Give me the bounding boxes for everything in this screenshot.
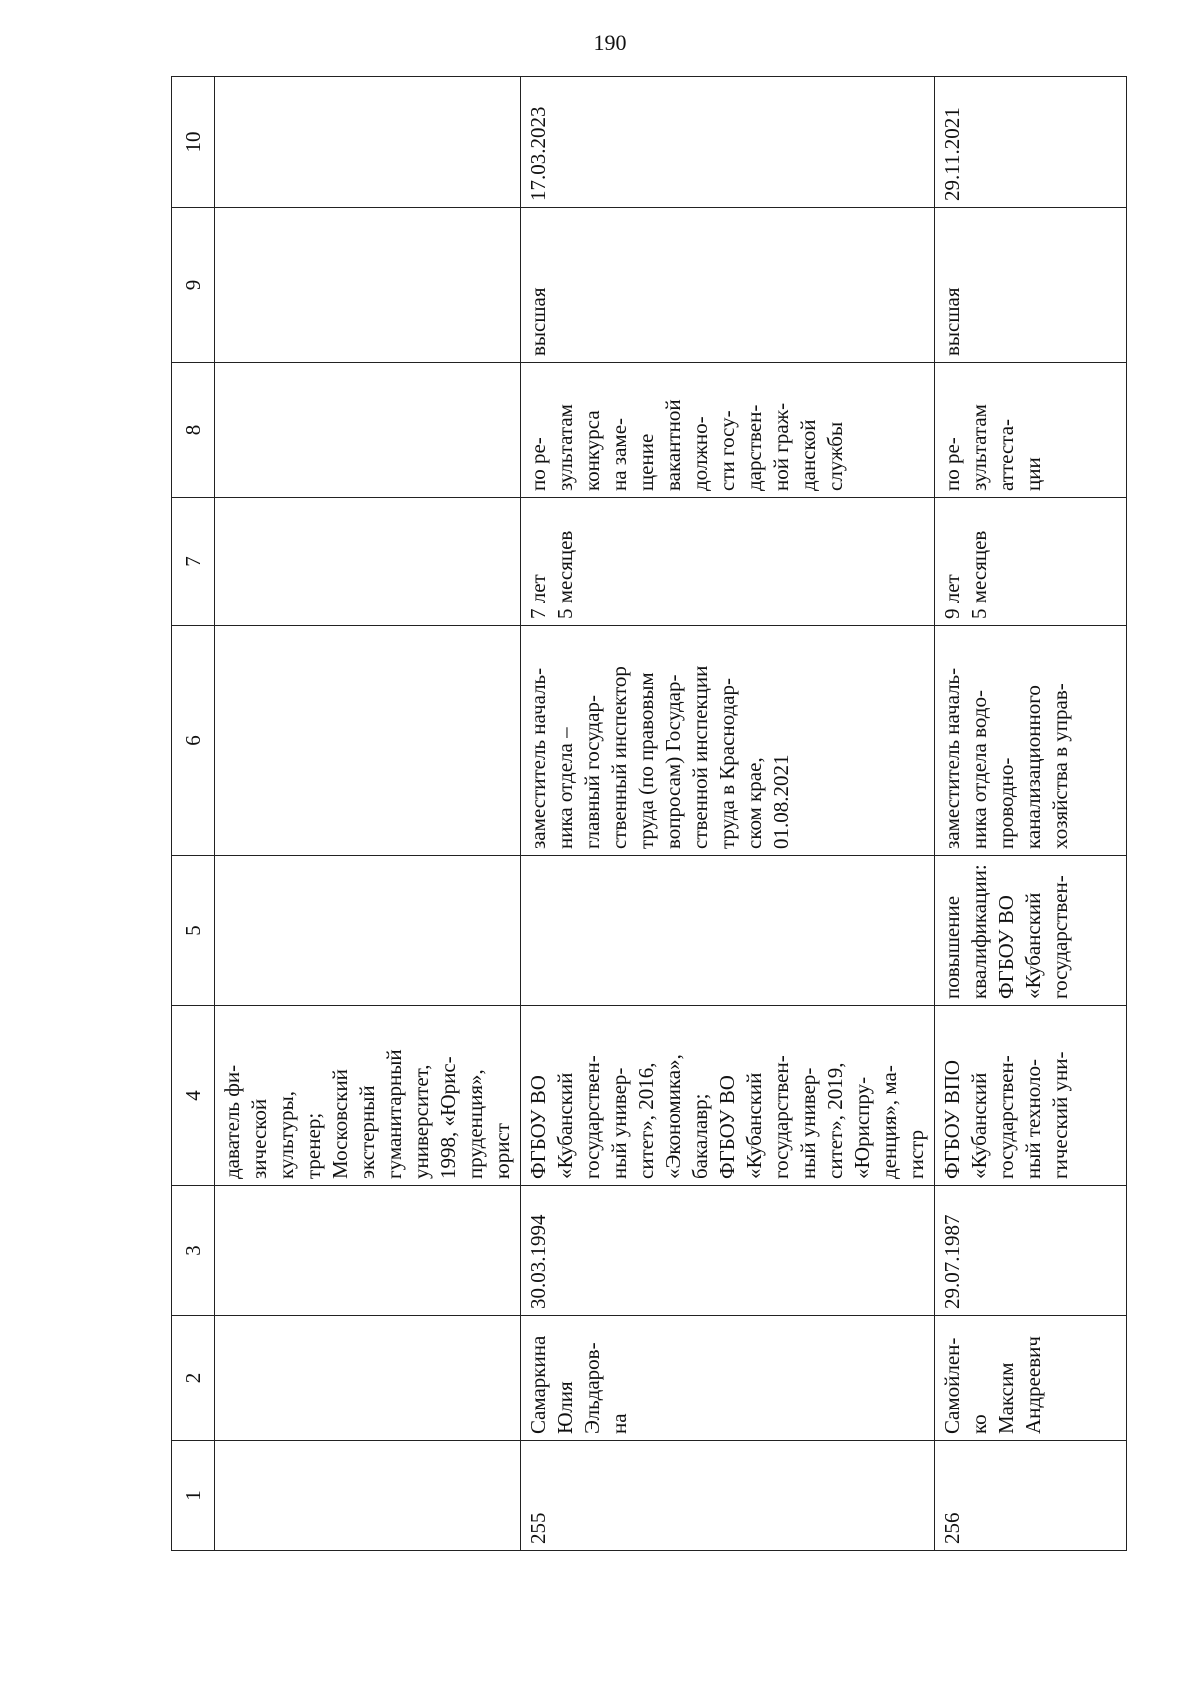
header-col-8: 8 (172, 363, 215, 498)
cell-education: ФГБОУ ВО «Кубанский государствен- ный универ- ситет», 2016, «Экономика», бакалавр; ФГБОУ ВО «Кубанский государствен- ный универ- ситет», 2019, «Юриспру- денция», ма- гистр (521, 1006, 935, 1186)
header-row (172, 77, 215, 1551)
cell-birthdate (215, 1186, 521, 1316)
cell-experience: 9 лет 5 месяцев (935, 498, 1127, 626)
cell-name: Самаркина Юлия Эльдаров- на (521, 1316, 935, 1441)
header-col-9: 9 (172, 208, 215, 363)
cell-date (215, 77, 521, 208)
cell-category (215, 208, 521, 363)
cell-education: ФГБОУ ВПО «Кубанский государствен- ный техноло- гический уни- (935, 1006, 1127, 1186)
cell-experience (215, 498, 521, 626)
personnel-table (171, 76, 1127, 1551)
cell-appointment-basis (215, 363, 521, 498)
cell-appointment-basis: по ре- зультатам конкурса на заме- щение вакантной должно- сти госу- дарствен- ной граж- данской службы (521, 363, 935, 498)
cell-position (215, 626, 521, 856)
cell-category: высшая (935, 208, 1127, 363)
cell-number: 255 (521, 1441, 935, 1551)
header-col-6: 6 (172, 626, 215, 856)
cell-category: высшая (521, 208, 935, 363)
cell-experience: 7 лет 5 месяцев (521, 498, 935, 626)
header-col-3: 3 (172, 1186, 215, 1316)
table-row-continuation (215, 77, 521, 1551)
cell-birthdate: 30.03.1994 (521, 1186, 935, 1316)
cell-name: Самойлен- ко Максим Андреевич (935, 1316, 1127, 1441)
page-number: 190 (593, 30, 627, 55)
table-row-255 (521, 77, 935, 1551)
cell-training (521, 856, 935, 1006)
rotated-table-container (171, 77, 1072, 1551)
header-col-10: 10 (172, 77, 215, 208)
table-row-256 (935, 77, 1127, 1551)
header-col-4: 4 (172, 1006, 215, 1186)
cell-birthdate: 29.07.1987 (935, 1186, 1127, 1316)
header-col-2: 2 (172, 1316, 215, 1441)
cell-position: заместитель началь- ника отдела – главный государ- ственный инспектор труда (по правовым вопросам) Государ- ственной инспекции труда в Краснодар- ском крае, 01.08.2021 (521, 626, 935, 856)
cell-number: 256 (935, 1441, 1127, 1551)
cell-appointment-basis: по ре- зультатам аттеста- ции (935, 363, 1127, 498)
header-col-5: 5 (172, 856, 215, 1006)
cell-number (215, 1441, 521, 1551)
header-col-1: 1 (172, 1441, 215, 1551)
cell-date: 17.03.2023 (521, 77, 935, 208)
cell-position: заместитель началь- ника отдела водо- проводно- канализационного хозяйства в управ- (935, 626, 1127, 856)
cell-date: 29.11.2021 (935, 77, 1127, 208)
cell-name (215, 1316, 521, 1441)
rotated-table (171, 77, 1072, 1551)
cell-education: даватель фи- зической культуры, тренер; Московский экстерный гуманитарный университет, 1998, «Юрис- пруденция», юрист (215, 1006, 521, 1186)
header-col-7: 7 (172, 498, 215, 626)
cell-training: повышение квалификации: ФГБОУ ВО «Кубанский государствен- (935, 856, 1127, 1006)
cell-training (215, 856, 521, 1006)
